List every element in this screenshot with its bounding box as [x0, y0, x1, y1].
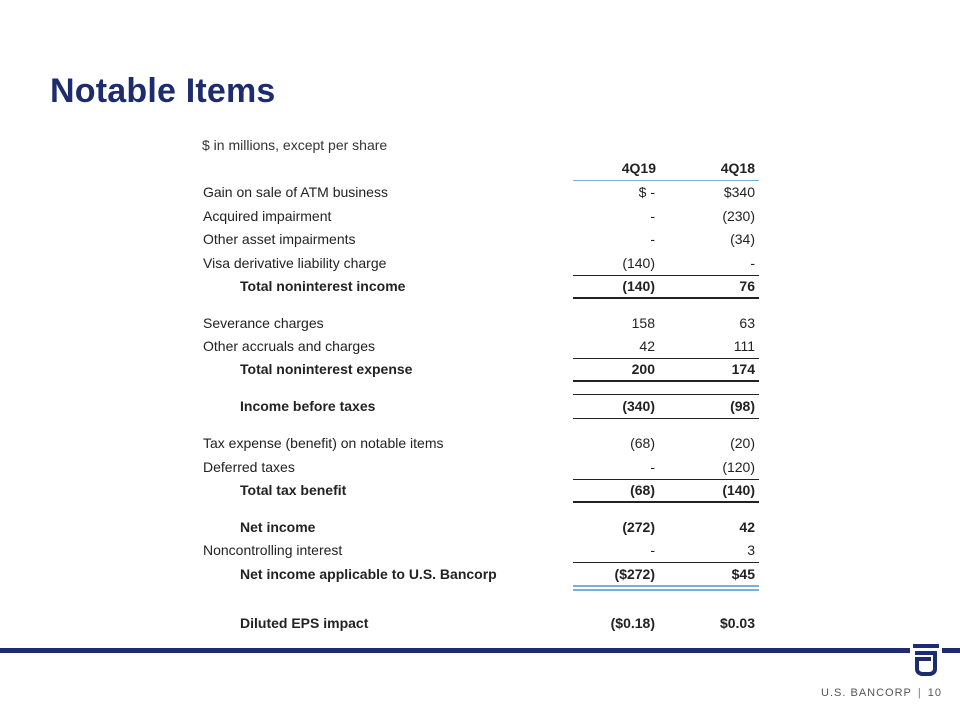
- value-4q18: 63: [739, 315, 755, 331]
- row-label: Other accruals and charges: [203, 338, 375, 354]
- total-row: [200, 479, 760, 501]
- value-4q19: (272): [622, 519, 655, 535]
- row-label: Other asset impairments: [203, 231, 356, 247]
- row-label: Total tax benefit: [240, 482, 347, 498]
- value-4q18: (120): [722, 459, 755, 475]
- table-row: [200, 312, 760, 334]
- row-label: Total noninterest income: [240, 278, 406, 294]
- row-label: Net income: [240, 519, 316, 535]
- total-rule: [573, 297, 759, 299]
- table-row: [200, 335, 760, 357]
- row-label: Net income applicable to U.S. Bancorp: [240, 566, 497, 582]
- value-4q19: 200: [631, 361, 655, 377]
- row-label: Gain on sale of ATM business: [203, 184, 388, 200]
- value-4q19: 42: [639, 338, 655, 354]
- value-4q18: (140): [722, 482, 755, 498]
- table-row: [200, 539, 760, 561]
- value-4q18: $45: [731, 566, 755, 582]
- table-row: [200, 205, 760, 227]
- value-4q19: $ -: [638, 184, 655, 200]
- footer-band: [0, 648, 960, 653]
- value-4q19: (140): [622, 278, 655, 294]
- value-4q19: 158: [631, 315, 655, 331]
- double-rule-bottom: [573, 589, 759, 591]
- value-4q18: $340: [723, 184, 755, 200]
- value-4q18: 174: [731, 361, 755, 377]
- value-4q19: ($0.18): [610, 615, 655, 631]
- total-row: [200, 563, 760, 585]
- value-4q19: (340): [622, 398, 655, 414]
- column-header-4q19: 4Q19: [621, 160, 656, 176]
- row-label: Acquired impairment: [203, 208, 332, 224]
- value-4q19: (140): [622, 255, 655, 271]
- shield-logo-icon: [909, 637, 943, 679]
- total-row: [200, 516, 760, 538]
- row-label: Total noninterest expense: [240, 361, 413, 377]
- column-header-4q18: 4Q18: [720, 160, 755, 176]
- value-4q19: ($272): [614, 566, 655, 582]
- value-4q18: 111: [733, 338, 755, 354]
- value-4q18: 42: [739, 519, 755, 535]
- row-label: Noncontrolling interest: [203, 542, 343, 558]
- value-4q18: 76: [739, 278, 755, 294]
- table-row: [200, 432, 760, 454]
- value-4q19: -: [650, 231, 655, 247]
- row-label: Income before taxes: [240, 398, 376, 414]
- total-row: [200, 395, 760, 417]
- footer-separator: |: [917, 687, 922, 699]
- value-4q18: (34): [730, 231, 755, 247]
- page-title: Notable Items: [50, 72, 276, 110]
- value-4q18: -: [750, 255, 755, 271]
- row-label: Diluted EPS impact: [240, 615, 369, 631]
- value-4q19: -: [650, 208, 655, 224]
- value-4q18: (98): [730, 398, 755, 414]
- total-rule: [573, 380, 759, 382]
- value-4q18: (20): [730, 435, 755, 451]
- table-row: [200, 181, 760, 203]
- total-row: [200, 275, 760, 297]
- table-row: [200, 228, 760, 250]
- units-caption: $ in millions, except per share: [202, 137, 388, 153]
- page-number: 10: [927, 687, 942, 699]
- total-rule: [573, 501, 759, 503]
- footer: [821, 687, 942, 699]
- eps-row: [200, 612, 760, 634]
- row-label: Tax expense (benefit) on notable items: [203, 435, 444, 451]
- value-4q18: $0.03: [719, 615, 755, 631]
- subtotal-rule: [573, 418, 759, 419]
- double-rule-top: [573, 585, 759, 587]
- row-label: Deferred taxes: [203, 459, 295, 475]
- footer-company: U.S. BANCORP: [821, 687, 912, 699]
- value-4q19: (68): [630, 482, 655, 498]
- row-label: Visa derivative liability charge: [203, 255, 387, 271]
- total-row: [200, 358, 760, 380]
- value-4q19: -: [650, 542, 655, 558]
- value-4q18: 3: [747, 542, 755, 558]
- table-row: [200, 456, 760, 478]
- value-4q19: (68): [630, 435, 655, 451]
- value-4q19: -: [650, 459, 655, 475]
- value-4q18: (230): [722, 208, 755, 224]
- row-label: Severance charges: [203, 315, 324, 331]
- table-row: [200, 252, 760, 274]
